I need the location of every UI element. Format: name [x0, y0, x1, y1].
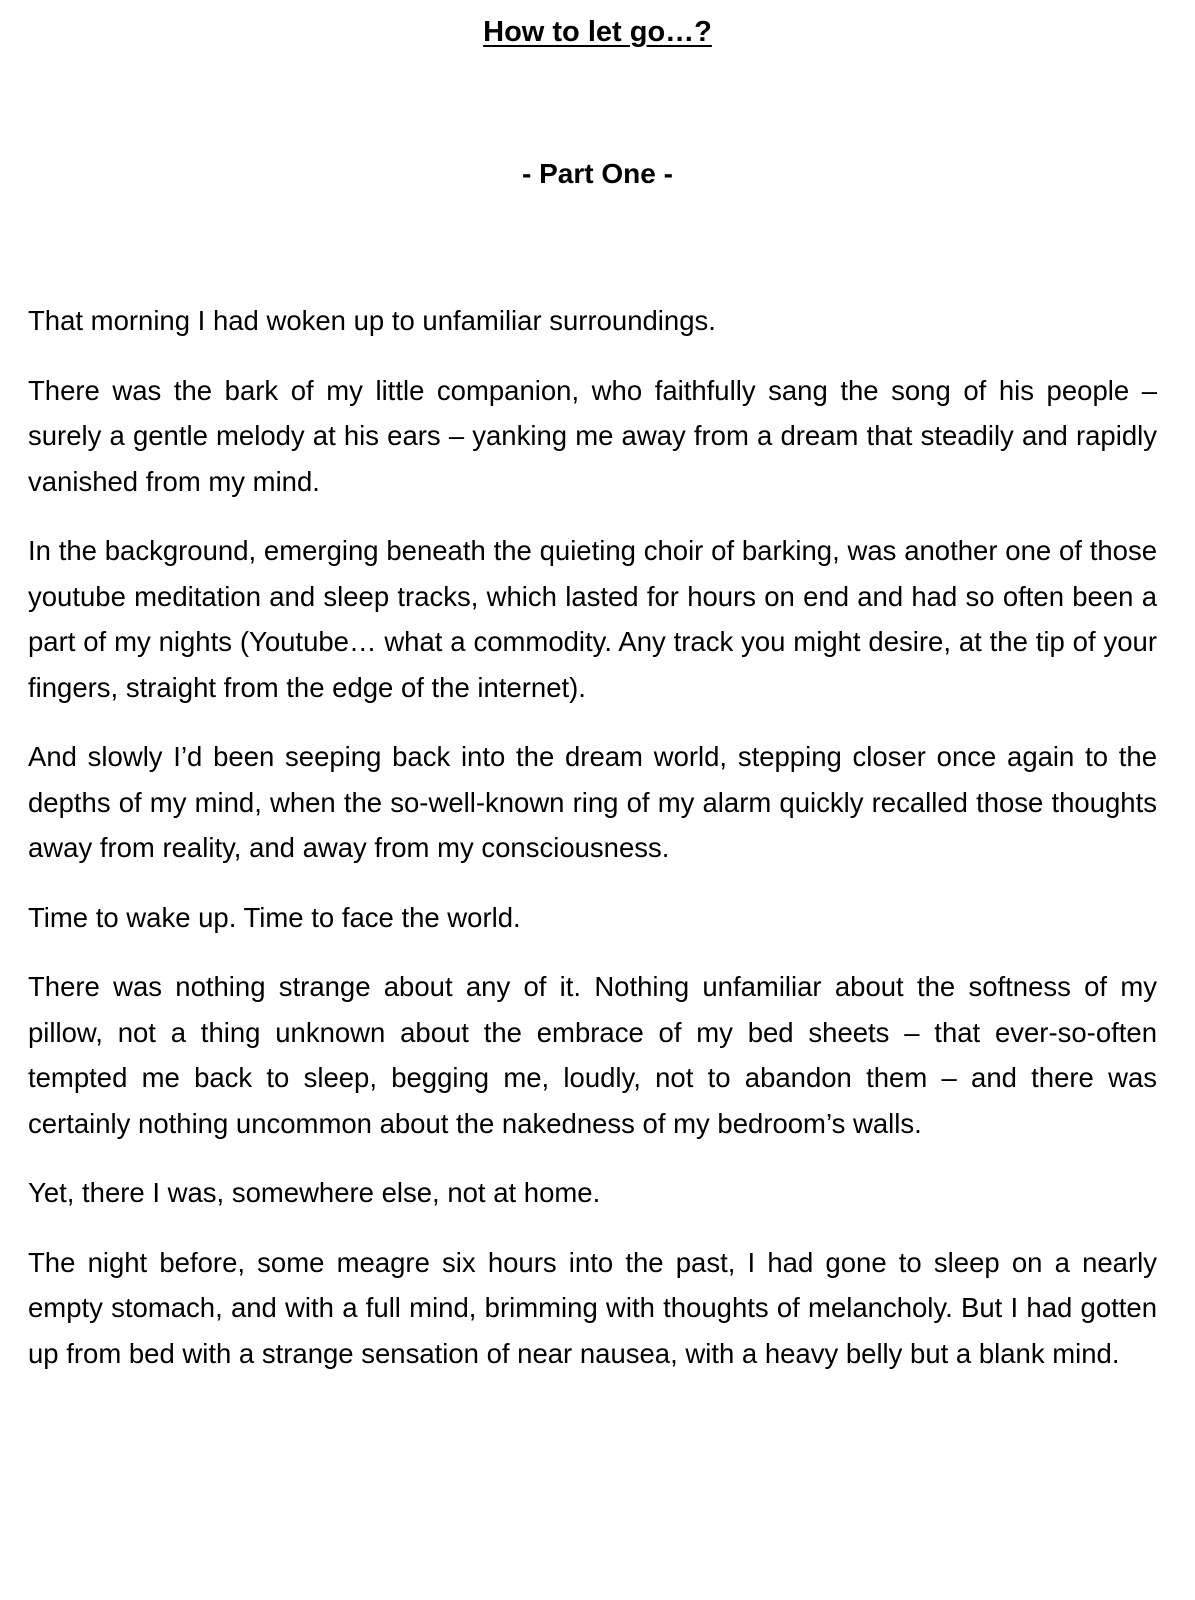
paragraph: Time to wake up. Time to face the world. — [28, 901, 521, 933]
part-heading: - Part One - — [522, 158, 673, 189]
paragraph: Yet, there I was, somewhere else, not at home. — [28, 1177, 601, 1208]
paragraph: In the background, emerging beneath the quieting choir of barking, was another one of those youtube meditation and sleep tracks, which lasted for hours on end and had so often been a part of my nights (Youtube… what a commodity. Any track you might desire, at the tip of your fingers, straight from the edge of the internet). — [28, 535, 1157, 703]
document-body — [28, 298, 1157, 1400]
paragraph: There was the bark of my little companion, who faithfully sang the song of his people – surely a gentle melody at his ears – yanking me away from a dream that steadily and rapidly vanished from my mind. — [28, 374, 1157, 497]
document-title: How to let go…? — [483, 16, 712, 48]
paragraph: There was nothing strange about any of it. Nothing unfamiliar about the softness of my pillow, not a thing unknown about the embrace of my bed sheets – that ever-so-often tempted me back to sleep, begging me, loudly, not to abandon them – and there was certainly nothing uncommon about the nakedness of my bedroom’s walls. — [28, 971, 1157, 1139]
paragraph: That morning I had woken up to unfamiliar surroundings. — [28, 305, 716, 336]
paragraph: The night before, some meagre six hours into the past, I had gone to sleep on a nearly empty stomach, and with a full mind, brimming with thoughts of melancholy. But I had gotten up from bed with a strange sensation of near nausea, with a heavy belly but a blank mind. — [28, 1246, 1157, 1369]
paragraph: And slowly I’d been seeping back into the dream world, stepping closer once again to the depths of my mind, when the so-well-known ring of my alarm quickly recalled those thoughts away from reality, and away from my consciousness. — [28, 741, 1157, 863]
